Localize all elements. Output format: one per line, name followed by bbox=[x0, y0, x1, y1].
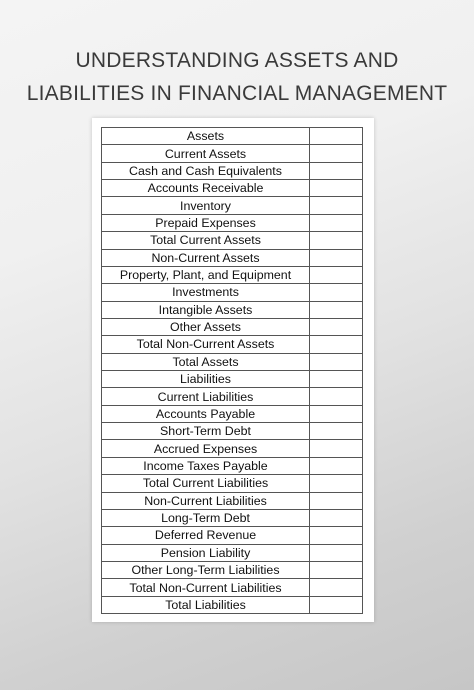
row-value-cell[interactable] bbox=[310, 249, 363, 266]
row-value-cell[interactable] bbox=[310, 423, 363, 440]
row-value-cell[interactable] bbox=[310, 318, 363, 335]
row-label: Property, Plant, and Equipment bbox=[102, 266, 310, 283]
row-label: Current Assets bbox=[102, 145, 310, 162]
row-label: Pension Liability bbox=[102, 544, 310, 561]
row-value-cell[interactable] bbox=[310, 284, 363, 301]
row-label: Income Taxes Payable bbox=[102, 457, 310, 474]
table-row bbox=[102, 475, 363, 492]
row-value-cell[interactable] bbox=[310, 561, 363, 578]
row-label: Total Current Assets bbox=[102, 232, 310, 249]
row-value-cell[interactable] bbox=[310, 440, 363, 457]
table-row bbox=[102, 388, 363, 405]
row-label: Non-Current Assets bbox=[102, 249, 310, 266]
table-row bbox=[102, 544, 363, 561]
table-row bbox=[102, 301, 363, 318]
table-row bbox=[102, 457, 363, 474]
table-body bbox=[102, 128, 363, 614]
title-line-2: LIABILITIES IN FINANCIAL MANAGEMENT bbox=[26, 82, 448, 105]
row-value-cell[interactable] bbox=[310, 145, 363, 162]
page-title bbox=[0, 44, 474, 110]
row-value-cell[interactable] bbox=[310, 388, 363, 405]
row-label: Prepaid Expenses bbox=[102, 214, 310, 231]
table-row bbox=[102, 561, 363, 578]
row-value-cell[interactable] bbox=[310, 301, 363, 318]
row-value-cell[interactable] bbox=[310, 180, 363, 197]
row-label: Total Assets bbox=[102, 353, 310, 370]
table-row bbox=[102, 423, 363, 440]
table-row bbox=[102, 596, 363, 613]
row-label: Intangible Assets bbox=[102, 301, 310, 318]
assets-liabilities-table bbox=[101, 127, 363, 614]
table-row bbox=[102, 214, 363, 231]
row-label: Total Non-Current Assets bbox=[102, 336, 310, 353]
row-label: Other Long-Term Liabilities bbox=[102, 561, 310, 578]
row-label: Liabilities bbox=[102, 371, 310, 388]
row-value-cell[interactable] bbox=[310, 475, 363, 492]
table-row bbox=[102, 579, 363, 596]
row-value-cell[interactable] bbox=[310, 371, 363, 388]
row-value-cell[interactable] bbox=[310, 405, 363, 422]
row-value-cell[interactable] bbox=[310, 128, 363, 145]
row-label: Long-Term Debt bbox=[102, 509, 310, 526]
row-value-cell[interactable] bbox=[310, 336, 363, 353]
table-row bbox=[102, 318, 363, 335]
row-label: Accounts Receivable bbox=[102, 180, 310, 197]
row-label: Investments bbox=[102, 284, 310, 301]
row-value-cell[interactable] bbox=[310, 492, 363, 509]
table-row bbox=[102, 405, 363, 422]
table-row bbox=[102, 266, 363, 283]
document-sheet bbox=[92, 118, 374, 622]
table-row bbox=[102, 162, 363, 179]
table-row bbox=[102, 197, 363, 214]
row-label: Deferred Revenue bbox=[102, 527, 310, 544]
title-line-1: UNDERSTANDING ASSETS AND bbox=[75, 49, 399, 72]
row-label: Inventory bbox=[102, 197, 310, 214]
table-row bbox=[102, 509, 363, 526]
table-row bbox=[102, 180, 363, 197]
table-row bbox=[102, 249, 363, 266]
row-label: Accounts Payable bbox=[102, 405, 310, 422]
row-label: Accrued Expenses bbox=[102, 440, 310, 457]
row-label: Total Current Liabilities bbox=[102, 475, 310, 492]
row-value-cell[interactable] bbox=[310, 214, 363, 231]
table-row bbox=[102, 492, 363, 509]
table-row bbox=[102, 232, 363, 249]
row-label: Assets bbox=[102, 128, 310, 145]
table-row bbox=[102, 145, 363, 162]
table-row bbox=[102, 353, 363, 370]
row-label: Total Non-Current Liabilities bbox=[102, 579, 310, 596]
row-label: Current Liabilities bbox=[102, 388, 310, 405]
table-row bbox=[102, 440, 363, 457]
table-row bbox=[102, 371, 363, 388]
row-value-cell[interactable] bbox=[310, 232, 363, 249]
row-value-cell[interactable] bbox=[310, 527, 363, 544]
table-row bbox=[102, 284, 363, 301]
row-label: Cash and Cash Equivalents bbox=[102, 162, 310, 179]
row-value-cell[interactable] bbox=[310, 197, 363, 214]
table-row bbox=[102, 336, 363, 353]
table-row bbox=[102, 128, 363, 145]
row-value-cell[interactable] bbox=[310, 162, 363, 179]
row-label: Short-Term Debt bbox=[102, 423, 310, 440]
row-value-cell[interactable] bbox=[310, 579, 363, 596]
row-label: Non-Current Liabilities bbox=[102, 492, 310, 509]
table-row bbox=[102, 527, 363, 544]
row-value-cell[interactable] bbox=[310, 509, 363, 526]
row-value-cell[interactable] bbox=[310, 266, 363, 283]
row-value-cell[interactable] bbox=[310, 353, 363, 370]
row-label: Total Liabilities bbox=[102, 596, 310, 613]
row-value-cell[interactable] bbox=[310, 544, 363, 561]
row-value-cell[interactable] bbox=[310, 457, 363, 474]
row-label: Other Assets bbox=[102, 318, 310, 335]
row-value-cell[interactable] bbox=[310, 596, 363, 613]
